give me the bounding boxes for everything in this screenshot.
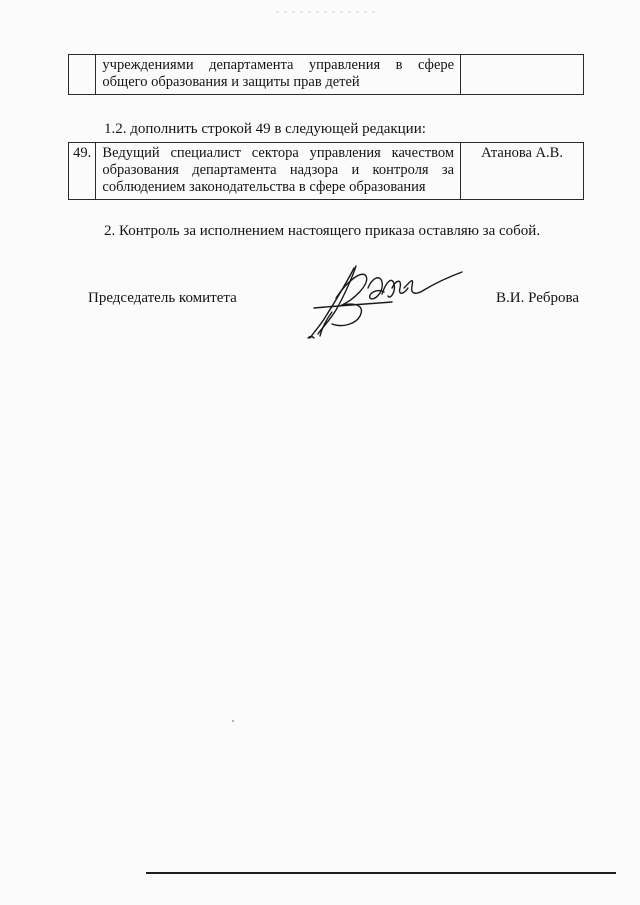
scan-artifact-bottom-line [146, 872, 616, 874]
row-person-cell [461, 55, 584, 95]
table-row [69, 143, 584, 200]
handwritten-signature-icon [296, 258, 466, 344]
scan-artifact-top [276, 0, 380, 2]
row-number-cell: 49. [69, 143, 96, 200]
row-position-cell: учреждениями департамента управления в сфере общего образования и защиты прав детей [96, 55, 461, 95]
scan-artifact-dot [232, 720, 234, 722]
table-continuation [68, 54, 584, 95]
row-position-cell: Ведущий специалист сектора управления качеством образования департамента надзора и контроля за соблюдением законодательства в сфере образования [96, 143, 461, 200]
table-new-row [68, 142, 584, 200]
table-row [69, 55, 584, 95]
row-number-cell [69, 55, 96, 95]
signatory-title: Председатель комитета [88, 290, 237, 306]
paragraph-2: 2. Контроль за исполнением настоящего приказа оставляю за собой. [104, 223, 541, 239]
signatory-name: В.И. Реброва [496, 290, 580, 306]
row-person-cell: Атанова А.В. [461, 143, 584, 200]
paragraph-1-2: 1.2. дополнить строкой 49 в следующей редакции: [104, 121, 426, 137]
